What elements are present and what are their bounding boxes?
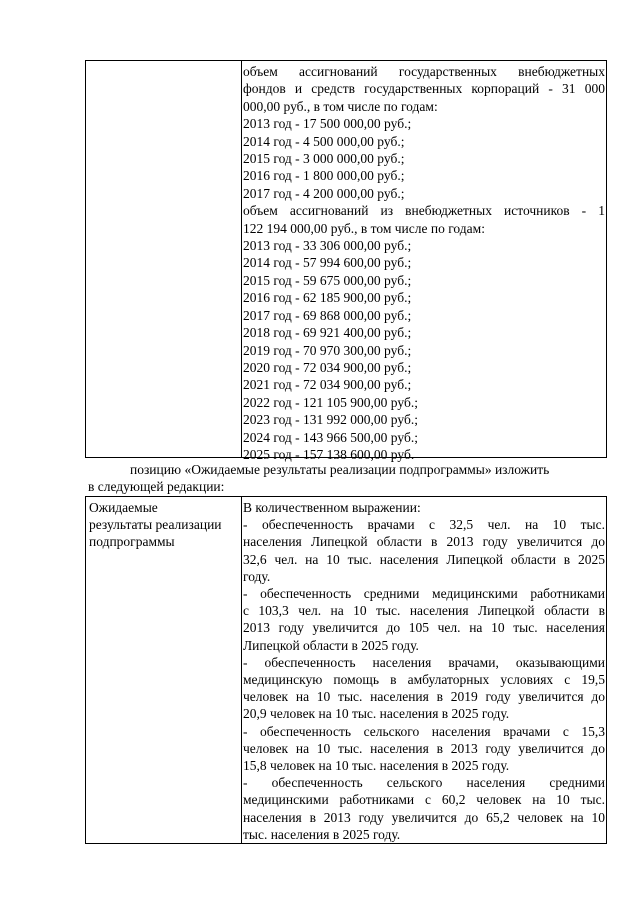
results-value-cell (243, 499, 605, 843)
text-line: человек на 10 тыс. населения в 2013 году увеличится до (243, 740, 605, 756)
text-line: 2021 год - 72 034 900,00 руб.; (243, 377, 412, 393)
text-line: - обеспеченность врачами с 32,5 чел. на 10 тыс. (243, 517, 605, 533)
text-line: 2017 год - 4 200 000,00 руб.; (243, 185, 405, 201)
text-line: тыс. населения в 2025 году. (243, 826, 401, 842)
text-line: 2017 год - 69 868 000,00 руб.; (243, 307, 412, 323)
text-line: - обеспеченность сельского населения врачами с 15,3 (243, 723, 605, 739)
text-line: объем ассигнований государственных внебюджетных (243, 64, 605, 79)
text-line: - обеспеченность сельского населения средними (243, 775, 605, 791)
text-line: 2018 год - 69 921 400,00 руб.; (243, 325, 412, 341)
text-line: 20,9 человек на 10 тыс. населения в 2025 году. (243, 706, 510, 722)
text-line: подпрограммы (89, 534, 175, 550)
text-line: 15,8 человек на 10 тыс. населения в 2025 году. (243, 758, 510, 774)
text-line: медицинскими работниками с 60,2 человек на 10 тыс. (243, 792, 605, 808)
text-line: 122 194 000,00 руб., в том числе по годам: (243, 220, 485, 236)
text-line: с 103,3 чел. на 10 тыс. населения Липецкой области в (243, 603, 605, 619)
text-line: 2016 год - 62 185 900,00 руб.; (243, 290, 412, 306)
text-line: результаты реализации (89, 517, 222, 533)
text-line: 2016 год - 1 800 000,00 руб.; (243, 168, 405, 184)
text-line: 32,6 чел. на 10 тыс. населения Липецкой области в 2025 (243, 551, 605, 567)
results-label-cell (89, 499, 239, 551)
text-line: 2020 год - 72 034 900,00 руб.; (243, 359, 412, 375)
text-line: Ожидаемые (89, 500, 158, 515)
intro-paragraph-line: позицию «Ожидаемые результаты реализации подпрограммы» изложить (130, 462, 550, 477)
text-line: фондов и средств государственных корпораций - 31 000 (243, 81, 605, 97)
text-line: 2019 год - 70 970 300,00 руб.; (243, 342, 412, 358)
text-line: 2015 год - 59 675 000,00 руб.; (243, 272, 412, 288)
text-line: 000,00 руб., в том числе по годам: (243, 98, 438, 114)
text-line: 2013 году увеличится до 105 чел. на 10 тыс. населения (243, 620, 605, 636)
expected-results-table (85, 496, 607, 844)
text-line: 2025 год - 157 138 600,00 руб. (243, 446, 415, 462)
column-divider (241, 61, 242, 457)
text-line: населения в 2013 году увеличится до 65,2 человек на 10 (243, 809, 605, 825)
text-line: 2024 год - 143 966 500,00 руб.; (243, 429, 418, 445)
text-line: году. (243, 568, 271, 584)
text-line: 2013 год - 33 306 000,00 руб.; (243, 238, 412, 254)
financing-table-continued (85, 60, 607, 462)
text-line: В количественном выражении: (243, 500, 421, 515)
text-line: - обеспеченность населения врачами, оказывающими (243, 654, 605, 670)
text-line: 2015 год - 3 000 000,00 руб.; (243, 151, 405, 167)
text-line: медицинскую помощь в амбулаторных условиях с 19,5 (243, 672, 605, 688)
text-line: - обеспеченность средними медицинскими работниками (243, 586, 605, 602)
column-divider (241, 497, 242, 843)
text-line: 2013 год - 17 500 000,00 руб.; (243, 116, 412, 132)
text-line: Липецкой области в 2025 году. (243, 637, 419, 653)
text-line: 2014 год - 57 994 600,00 руб.; (243, 255, 412, 271)
text-line: 2023 год - 131 992 000,00 руб.; (243, 412, 418, 428)
intro-paragraph-line: в следующей редакции: (88, 479, 225, 494)
text-line: объем ассигнований из внебюджетных источников - 1 (243, 203, 605, 219)
text-line: 2022 год - 121 105 900,00 руб.; (243, 394, 418, 410)
text-line: населения Липецкой области в 2013 году увеличится до (243, 534, 605, 550)
financing-cell (243, 63, 605, 463)
text-line: 2014 год - 4 500 000,00 руб.; (243, 133, 405, 149)
text-line: человек на 10 тыс. населения в 2019 году увеличится до (243, 689, 605, 705)
